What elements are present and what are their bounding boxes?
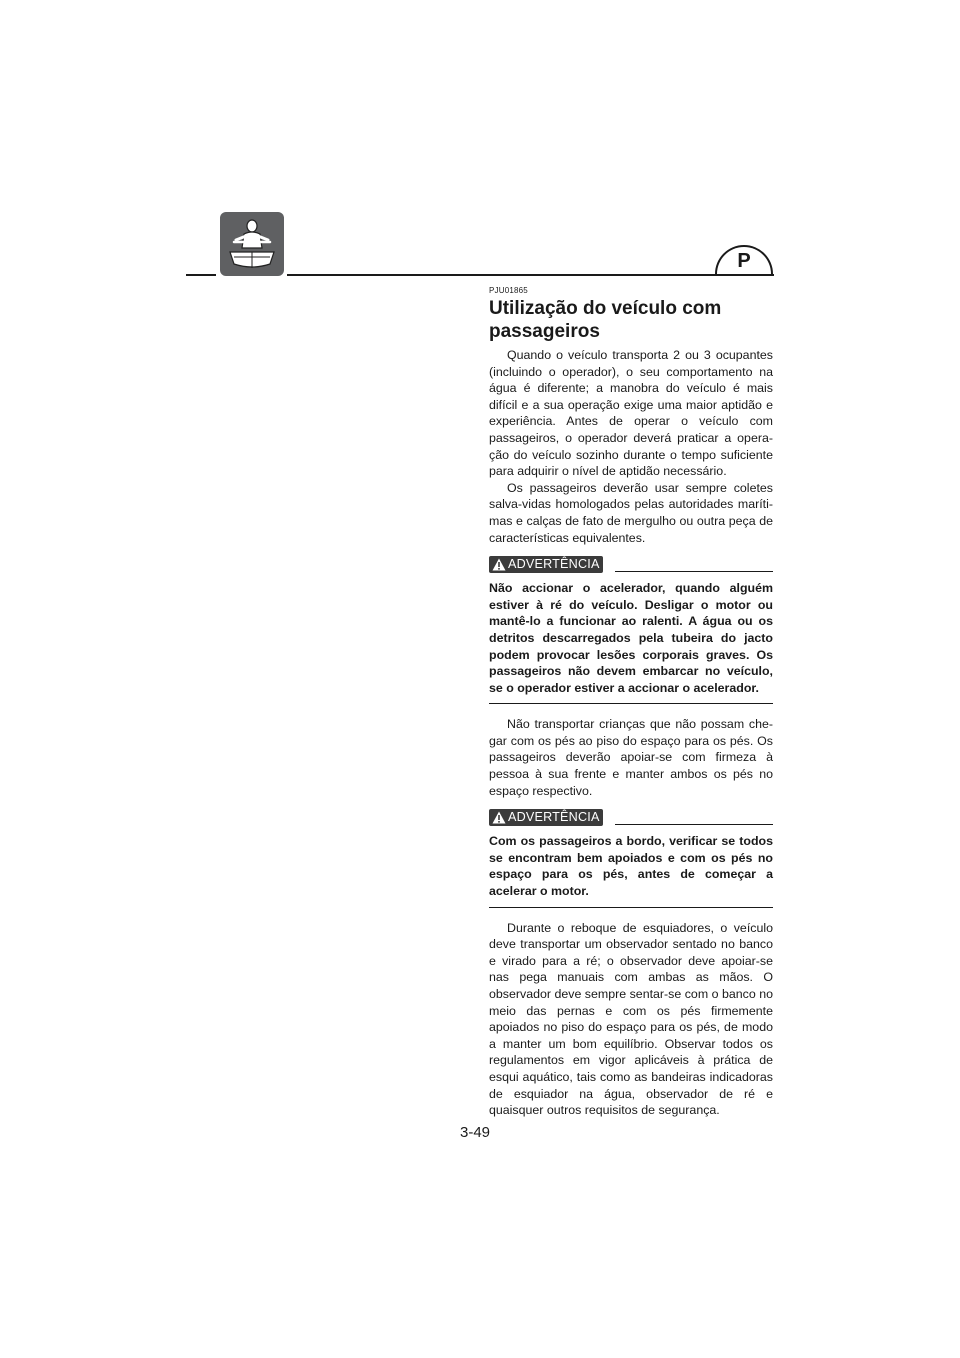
warning-header-rule [615,824,773,825]
paragraph-1: Quando o veículo transporta 2 ou 3 ocupantes (incluindo o operador), o seu comportamento na água é diferente; a manobra do veículo é mais difícil e a sua operação exige uma maior aptidão e experiência. Antes de operar o veículo com passageiros, o operador deverá praticar a operação do veículo sozinho durante o tempo suficiente para adquirir o nível de aptidão necessário. [489,348,773,479]
page-content [489,286,773,1119]
warning-text: Com os passageiros a bordo, verificar se todos se encontram bem apoiados e com os pés no espaço para os pés, antes de começar a acelerar o motor. [489,834,773,899]
warning-bottom-rule [489,907,773,908]
section-title-line2: passageiros [489,321,600,342]
warning-box-1 [489,556,773,704]
header-rule-left [186,274,216,276]
section-title [489,297,773,343]
warning-header [489,556,773,573]
page-number: 3-49 [460,1124,491,1141]
warning-header [489,809,773,826]
warning-label [489,809,603,826]
section-title-line1: Utilização do veículo com [489,298,722,319]
language-badge: P [715,245,773,274]
paragraph-4: Durante o reboque de esquiadores, o veículo deve transportar um observador sentado no banco e virado para a ré; o observador deve apoiar-se nas pega manuais com ambas as mãos. O observador deve sempre sentar-se com o banco no meio das pernas e com os pés firmemente apoiados no piso do espaço para os pés, de modo a manter um bom equilíbrio. Observar todos os regulamentos em vigor aplicáveis à prática de esqui aquático, tais como as bandeiras indicadoras de esquiador na água, observador de ré e quaisquer outros requisitos de segurança. [489,920,773,1118]
personal-watercraft-rider-icon [220,212,284,276]
section-code: PJU01865 [489,286,528,295]
warning-triangle-icon [492,811,506,824]
warning-bottom-rule [489,703,773,704]
warning-text: Não accionar o acelerador, quando alguém estiver à ré do veículo. Desligar o motor ou mantê-lo a funcionar ao ralenti. A água ou os detritos descarregados pela tubeira do jacto podem provocar lesões corporais graves. Os passageiros não devem embarcar no veículo, se o operador estiver a accionar o acelerador. [489,581,773,695]
paragraph-2: Os passageiros deverão usar sempre coletes salva-vidas homologados pelas autoridades marítimas e calças de fato de mergulho ou outra peça de características equivalentes. [489,480,773,545]
paragraph-3: Não transportar crianças que não possam chegar com os pés ao piso do espaço para os pés. Os passageiros deverão apoiar-se com firmeza à pessoa à sua frente e manter ambos os pés no espaço respectivo. [489,717,773,798]
warning-label [489,556,603,573]
warning-header-rule [615,571,773,572]
warning-label-text: ADVERTÊNCIA [508,557,600,572]
warning-box-2 [489,809,773,907]
warning-label-text: ADVERTÊNCIA [508,810,600,825]
header-rule-right [287,274,774,276]
warning-triangle-icon [492,558,506,571]
